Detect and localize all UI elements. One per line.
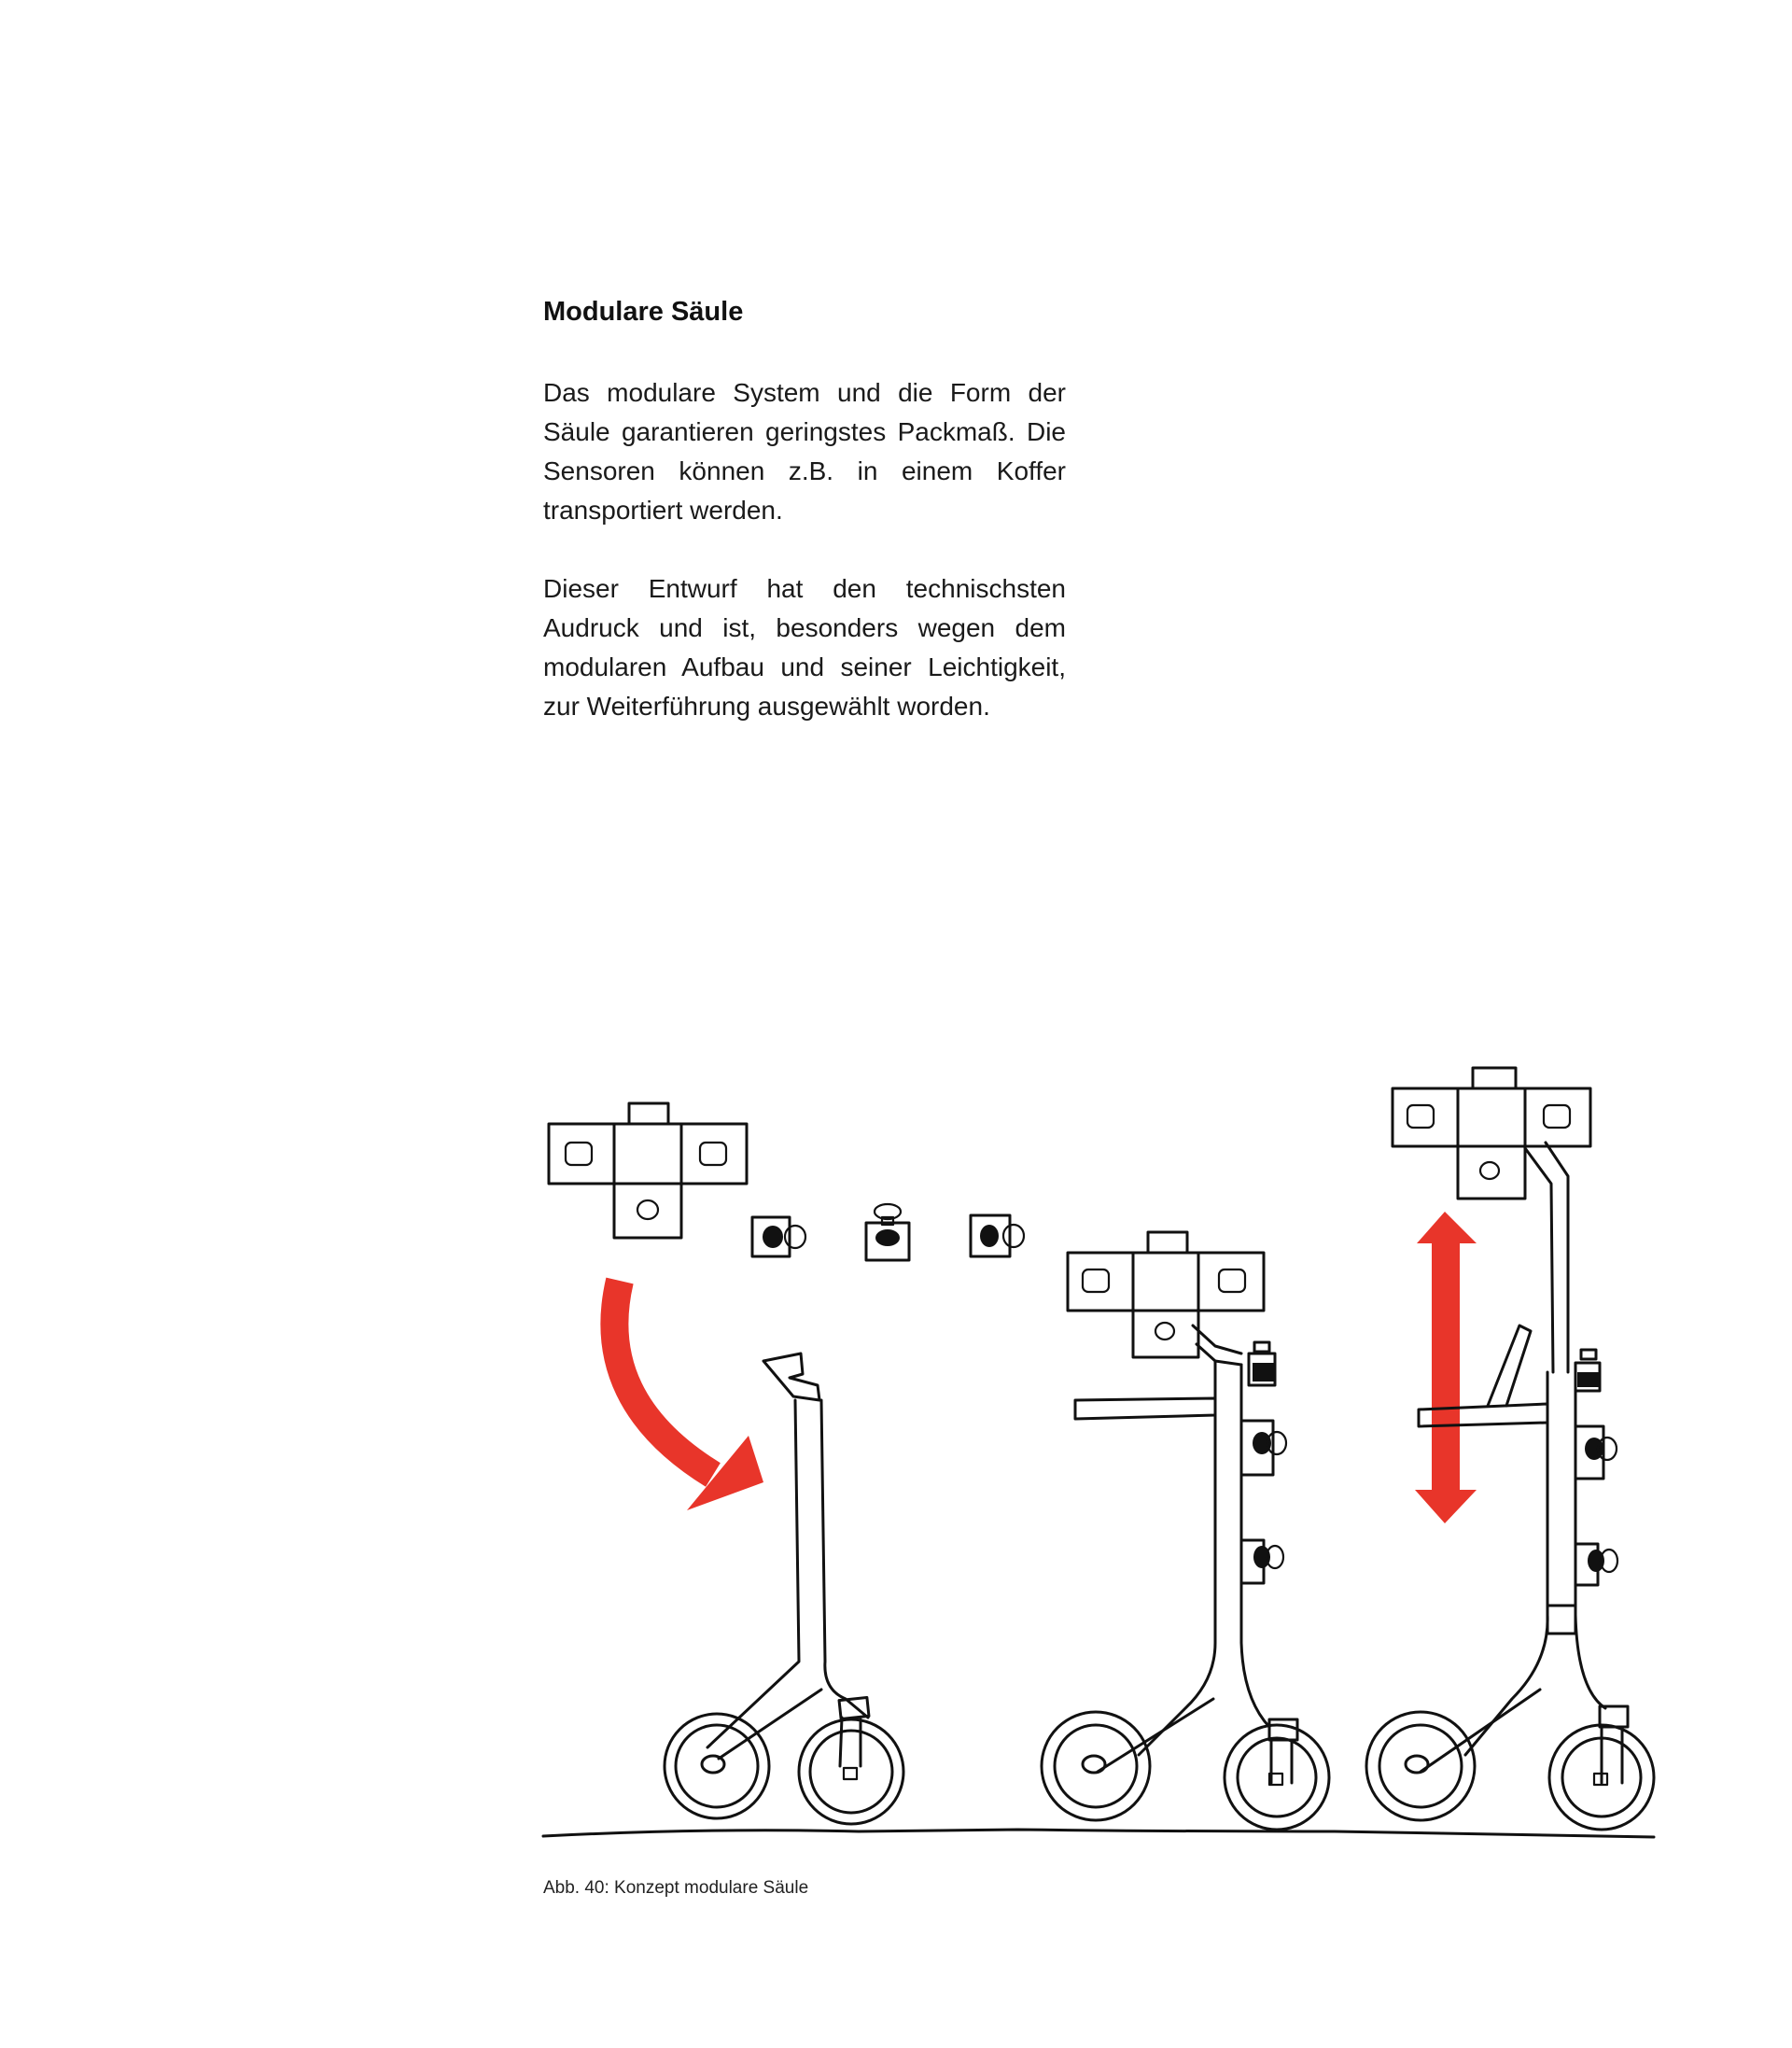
red-double-arrow (1415, 1212, 1477, 1523)
column-assembled-high (1366, 1068, 1654, 1830)
ground-line (543, 1830, 1654, 1837)
sensor-module-3 (971, 1215, 1024, 1256)
section-heading: Modulare Säule (543, 297, 744, 327)
paragraph-1: Das modulare System und die Form der Säule garantieren geringstes Packmaß. Die Sensoren können z.B. in einem Koffer transportiert werden. (543, 378, 1066, 525)
sensor-module-1 (752, 1217, 805, 1256)
sensor-head-cluster (549, 1103, 747, 1238)
column-assembled-low (1042, 1232, 1329, 1830)
red-curved-arrow (614, 1281, 763, 1510)
sensor-module-2 (866, 1204, 909, 1260)
column-bare (665, 1354, 903, 1824)
concept-illustration (523, 1045, 1689, 1858)
figure-caption: Abb. 40: Konzept modulare Säule (543, 1878, 809, 1898)
paragraph-2: Dieser Entwurf hat den technischsten Audruck und ist, besonders wegen dem modularen Aufbau und seiner Leichtigkeit, zur Weiterführung ausgewählt worden. (543, 574, 1066, 721)
